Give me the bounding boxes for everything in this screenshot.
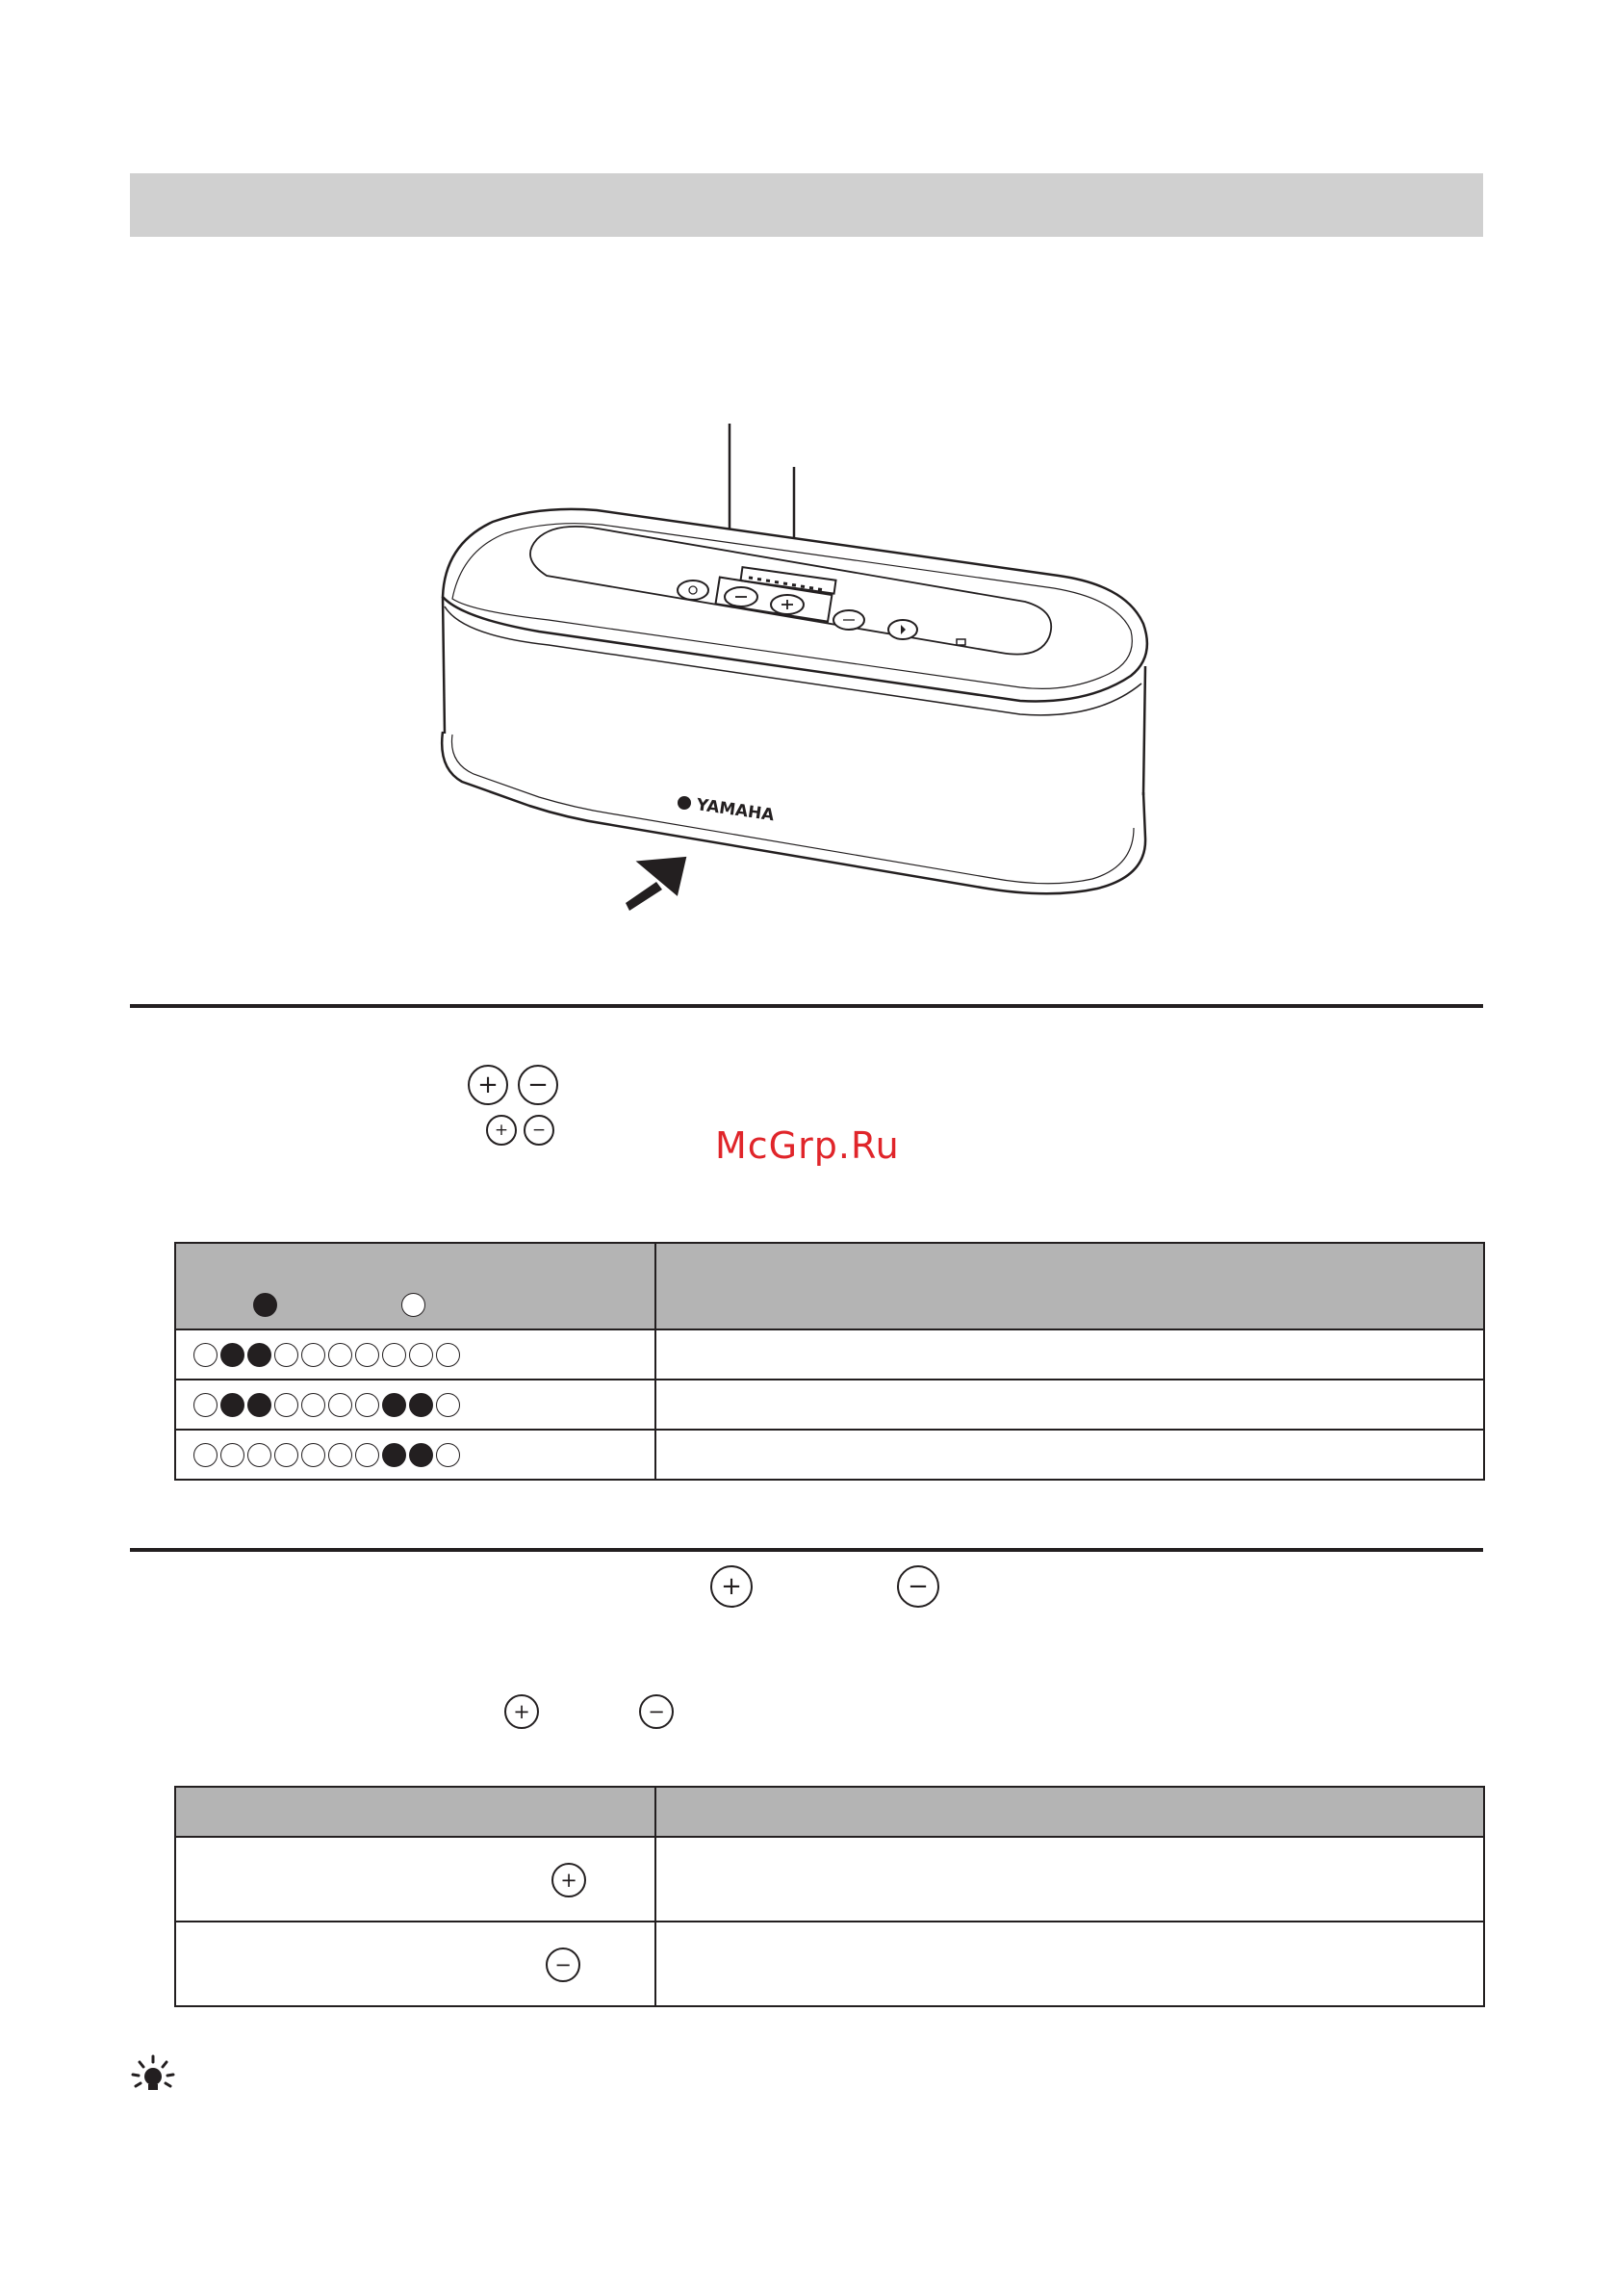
volume-up-button[interactable]: + bbox=[504, 1694, 539, 1729]
indicator-led-unlit bbox=[436, 1443, 460, 1467]
indicator-led-unlit bbox=[193, 1443, 218, 1467]
indicator-pattern bbox=[176, 1393, 654, 1417]
brand-text: YAMAHA bbox=[695, 795, 776, 826]
indicator-led-lit bbox=[220, 1343, 244, 1367]
indicator-led-unlit bbox=[382, 1343, 406, 1367]
indicator-led-unlit bbox=[301, 1343, 325, 1367]
indicator-led-unlit bbox=[274, 1343, 298, 1367]
tip-icon bbox=[130, 2053, 176, 2092]
indicator-table bbox=[174, 1242, 1485, 1481]
watermark: McGrp.Ru bbox=[715, 1124, 900, 1167]
operation-header bbox=[175, 1787, 655, 1837]
volume-up-icon bbox=[771, 595, 804, 614]
volume-down-button[interactable]: − bbox=[639, 1694, 674, 1729]
indicator-led-unlit bbox=[355, 1443, 379, 1467]
indicator-led-lit bbox=[382, 1443, 406, 1467]
bluetooth-icon bbox=[888, 620, 917, 639]
indicator-led-unlit bbox=[247, 1443, 271, 1467]
indicator-led-unlit bbox=[328, 1393, 352, 1417]
volume-down-icon bbox=[725, 587, 757, 606]
table-row bbox=[175, 1837, 1484, 1922]
indicator-pattern bbox=[176, 1443, 654, 1467]
indicator-header bbox=[175, 1243, 655, 1329]
indicator-led-unlit bbox=[355, 1343, 379, 1367]
indicator-pattern bbox=[176, 1343, 654, 1367]
volume-down-button[interactable]: − bbox=[546, 1948, 580, 1982]
description-header bbox=[655, 1243, 1484, 1329]
indicator-led-lit bbox=[220, 1393, 244, 1417]
section-rule bbox=[130, 1548, 1483, 1552]
table-row bbox=[175, 1329, 1484, 1380]
indicator-led-unlit bbox=[274, 1443, 298, 1467]
indicator-led-unlit bbox=[355, 1393, 379, 1417]
indicator-led-lit bbox=[382, 1393, 406, 1417]
mic-mute-icon bbox=[833, 610, 864, 630]
indicator-led-lit bbox=[409, 1443, 433, 1467]
indicator-led-unlit bbox=[436, 1343, 460, 1367]
volume-down-button[interactable]: − bbox=[897, 1565, 939, 1608]
volume-up-button[interactable]: + bbox=[468, 1065, 508, 1105]
yamaha-logo bbox=[678, 795, 776, 825]
volume-down-button[interactable]: − bbox=[518, 1065, 558, 1105]
indicator-led-unlit bbox=[328, 1343, 352, 1367]
indicator-led-unlit bbox=[220, 1443, 244, 1467]
result-header bbox=[655, 1787, 1484, 1837]
indicator-led-lit bbox=[247, 1343, 271, 1367]
indicator-led-unlit bbox=[274, 1393, 298, 1417]
operation-table bbox=[174, 1786, 1485, 2007]
indicator-led-unlit bbox=[301, 1443, 325, 1467]
section-header-bar bbox=[130, 173, 1483, 237]
indicator-led-lit bbox=[409, 1393, 433, 1417]
volume-up-button[interactable]: + bbox=[551, 1863, 586, 1897]
speakerphone-illustration bbox=[423, 414, 1155, 934]
volume-up-button[interactable]: + bbox=[486, 1115, 517, 1146]
arrow-icon bbox=[626, 857, 690, 911]
indicator-led-lit bbox=[247, 1393, 271, 1417]
indicator-led-unlit bbox=[193, 1343, 218, 1367]
indicator-led-unlit bbox=[328, 1443, 352, 1467]
indicator-led-unlit bbox=[193, 1393, 218, 1417]
power-icon bbox=[678, 580, 708, 600]
table-row bbox=[175, 1380, 1484, 1430]
indicator-led-unlit bbox=[301, 1393, 325, 1417]
volume-up-button[interactable]: + bbox=[710, 1565, 753, 1608]
legend-unlit-dot bbox=[401, 1293, 425, 1317]
table-row bbox=[175, 1430, 1484, 1480]
section-rule bbox=[130, 1004, 1483, 1008]
table-row bbox=[175, 1922, 1484, 2006]
volume-down-button[interactable]: − bbox=[524, 1115, 554, 1146]
legend-lit-dot bbox=[253, 1293, 277, 1317]
indicator-led-unlit bbox=[409, 1343, 433, 1367]
indicator-led-unlit bbox=[436, 1393, 460, 1417]
